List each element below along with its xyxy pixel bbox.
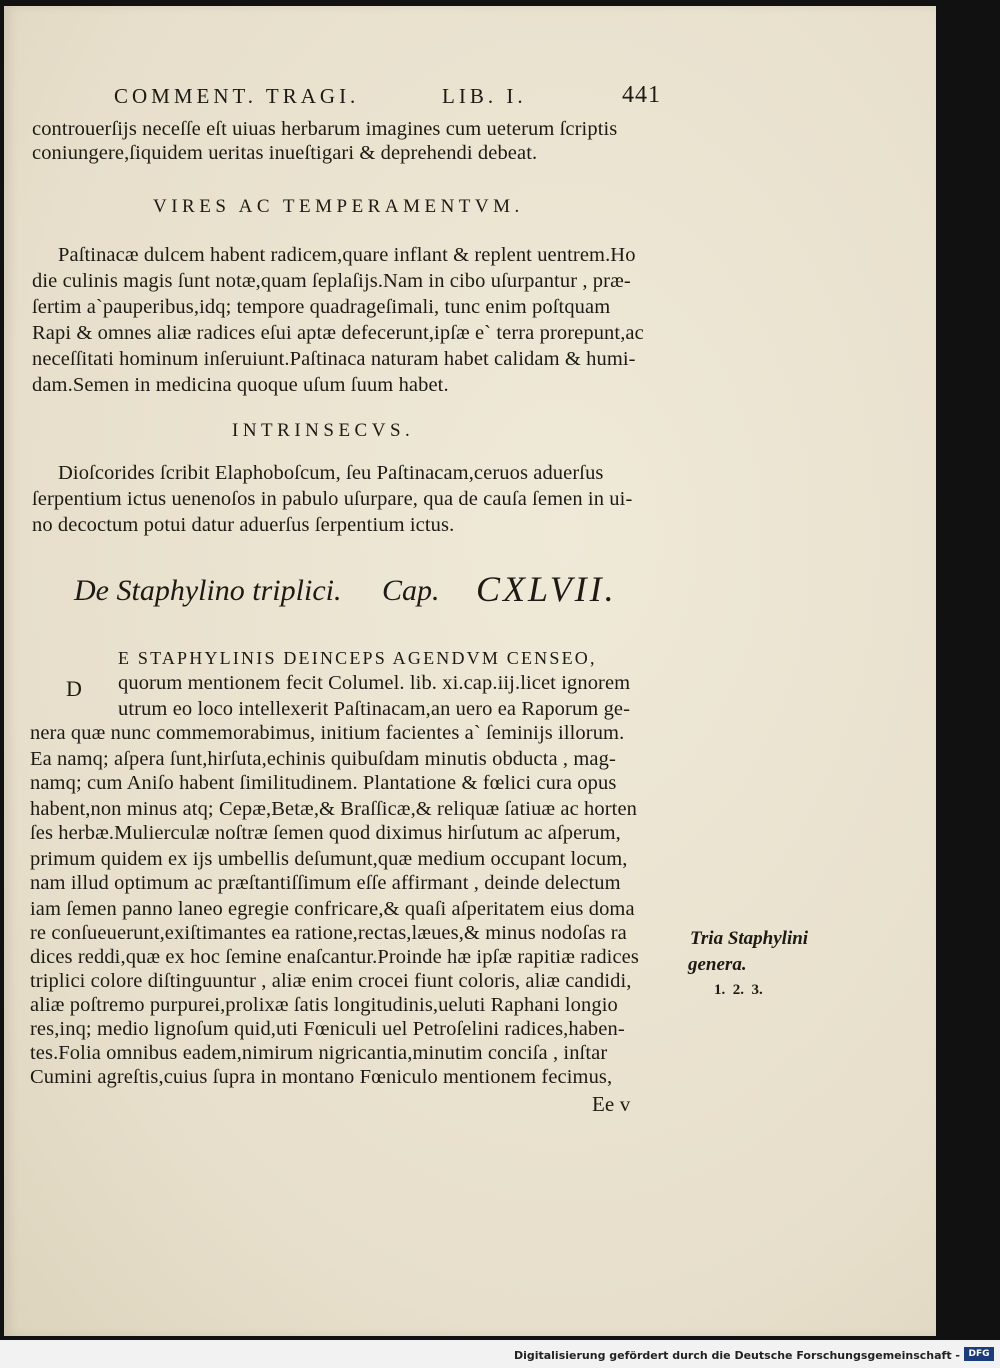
margin-note-line-2: genera. [688, 954, 747, 975]
chapter-line-2: quorum mentionem fecit Columel. lib. xi.cap.iij.licet ignorem [118, 672, 631, 694]
drop-capital: D [66, 676, 82, 701]
chapter-line-18: Cumini agreſtis,cuius ſupra in montano Fœniculo mentionem fecimus, [30, 1066, 613, 1088]
chapter-line-6: namq; cum Aniſo habent ſimilitudinem. Plantatione & fœlici cura opus [30, 772, 617, 794]
running-head-book: LIB. I. [442, 84, 527, 108]
vires-line-3: ſertim a`pauperibus,idq; tempore quadrageſimali, tunc enim poſtquam [32, 296, 611, 318]
intrinsecus-line-3: no decoctum potui datur aduerſus ſerpentium ictus. [32, 514, 455, 536]
chapter-line-7: habent,non minus atq; Cepæ,Betæ,& Braſſicæ,& reliquæ ſatiuæ ac horten [30, 798, 638, 820]
chapter-line-11: iam ſemen panno laneo egregie confricare,& quaſi aſperitatem eius doma [30, 898, 635, 920]
chapter-line-4: nera quæ nunc commemorabimus, initium facientes a` ſeminijs illorum. [30, 722, 625, 744]
chapter-line-10: nam illud optimum ac præſtantiſſimum eſſe affirmant , deinde delectum [30, 872, 621, 894]
intro-line-2: coniungere,ſiquidem ueritas inueſtigari & deprehendi debeat. [32, 142, 538, 164]
chapter-line-13: dices reddi,quæ ex hoc ſemine enaſcantur.Proinde hæ ipſæ rapitiæ radices [30, 946, 639, 968]
running-head-title: COMMENT. TRAGI. [114, 84, 360, 108]
chapter-line-8: ſes herbæ.Mulierculæ noſtræ ſemen quod diximus hirſutum ac aſperum, [30, 822, 621, 844]
vires-line-2: die culinis magis ſunt notæ,quam ſeplaſijs.Nam in cibo uſurpantur , præ- [32, 270, 631, 292]
intrinsecus-line-1: Dioſcorides ſcribit Elaphoboſcum, ſeu Paſtinacam,ceruos aduerſus [58, 462, 604, 484]
chapter-number: CXLVII. [476, 569, 617, 609]
chapter-line-9: primum quidem ex ijs umbellis deſumunt,quæ medium occupant locum, [30, 848, 628, 870]
margin-note-line-1: Tria Staphylini [690, 928, 809, 949]
footer-credit: Digitalisierung gefördert durch die Deutsche Forschungsgemeinschaft - [513, 1349, 960, 1362]
chapter-line-17: tes.Folia omnibus eadem,nimirum nigricantia,minutim conciſa , inſtar [30, 1042, 608, 1064]
dfg-logo: DFG [964, 1347, 994, 1361]
chapter-title: De Staphylino triplici. [74, 574, 342, 607]
section-heading-intrinsecus: INTRINSECVS. [232, 420, 415, 441]
chapter-line-3: utrum eo loco intellexerit Paſtinacam,an uero ea Raporum ge- [118, 698, 631, 720]
section-heading-vires: VIRES AC TEMPERAMENTVM. [153, 196, 524, 217]
vires-line-4: Rapi & omnes aliæ radices eſui aptæ defecerunt,ipſæ e` terra prorepunt,ac [32, 322, 644, 344]
margin-note-numbers: 1. 2. 3. [714, 982, 763, 998]
chapter-line-14: triplici colore diſtinguuntur , aliæ enim crocei fiunt coloris, aliæ candidi, [30, 970, 632, 992]
chapter-line-16: res,inq; medio lignoſum quid,uti Fœniculi uel Petroſelini radices,haben- [30, 1018, 625, 1040]
vires-line-1: Paſtinacæ dulcem habent radicem,quare inflant & replent uentrem.Ho [58, 244, 636, 266]
page-number: 441 [622, 82, 661, 108]
intro-line-1: controuerſijs neceſſe eſt uiuas herbarum imagines cum ueterum ſcriptis [32, 118, 618, 140]
vires-line-5: neceſſitati hominum inſeruiunt.Paſtinaca naturam habet calidam & humi- [32, 348, 636, 370]
chapter-cap-label: Cap. [382, 574, 440, 607]
chapter-line-15: aliæ poſtremo purpurei,prolixæ ſatis longitudinis,ueluti Raphani longio [30, 994, 618, 1016]
chapter-line-1: E STAPHYLINIS DEINCEPS AGENDVM CENSEO, [118, 648, 597, 668]
intrinsecus-line-2: ſerpentium ictus uenenoſos in pabulo uſurpare, qua de cauſa ſemen in ui- [32, 488, 633, 510]
chapter-line-5: Ea namq; aſpera ſunt,hirſuta,echinis quibuſdam minutis obducta , mag- [30, 748, 616, 770]
vires-line-6: dam.Semen in medicina quoque uſum ſuum habet. [32, 374, 449, 396]
catchword: Ee v [592, 1092, 631, 1116]
chapter-line-12: re conſueuerunt,exiſtimantes ea ratione,rectas,læues,& minus nodoſas ra [30, 922, 627, 944]
